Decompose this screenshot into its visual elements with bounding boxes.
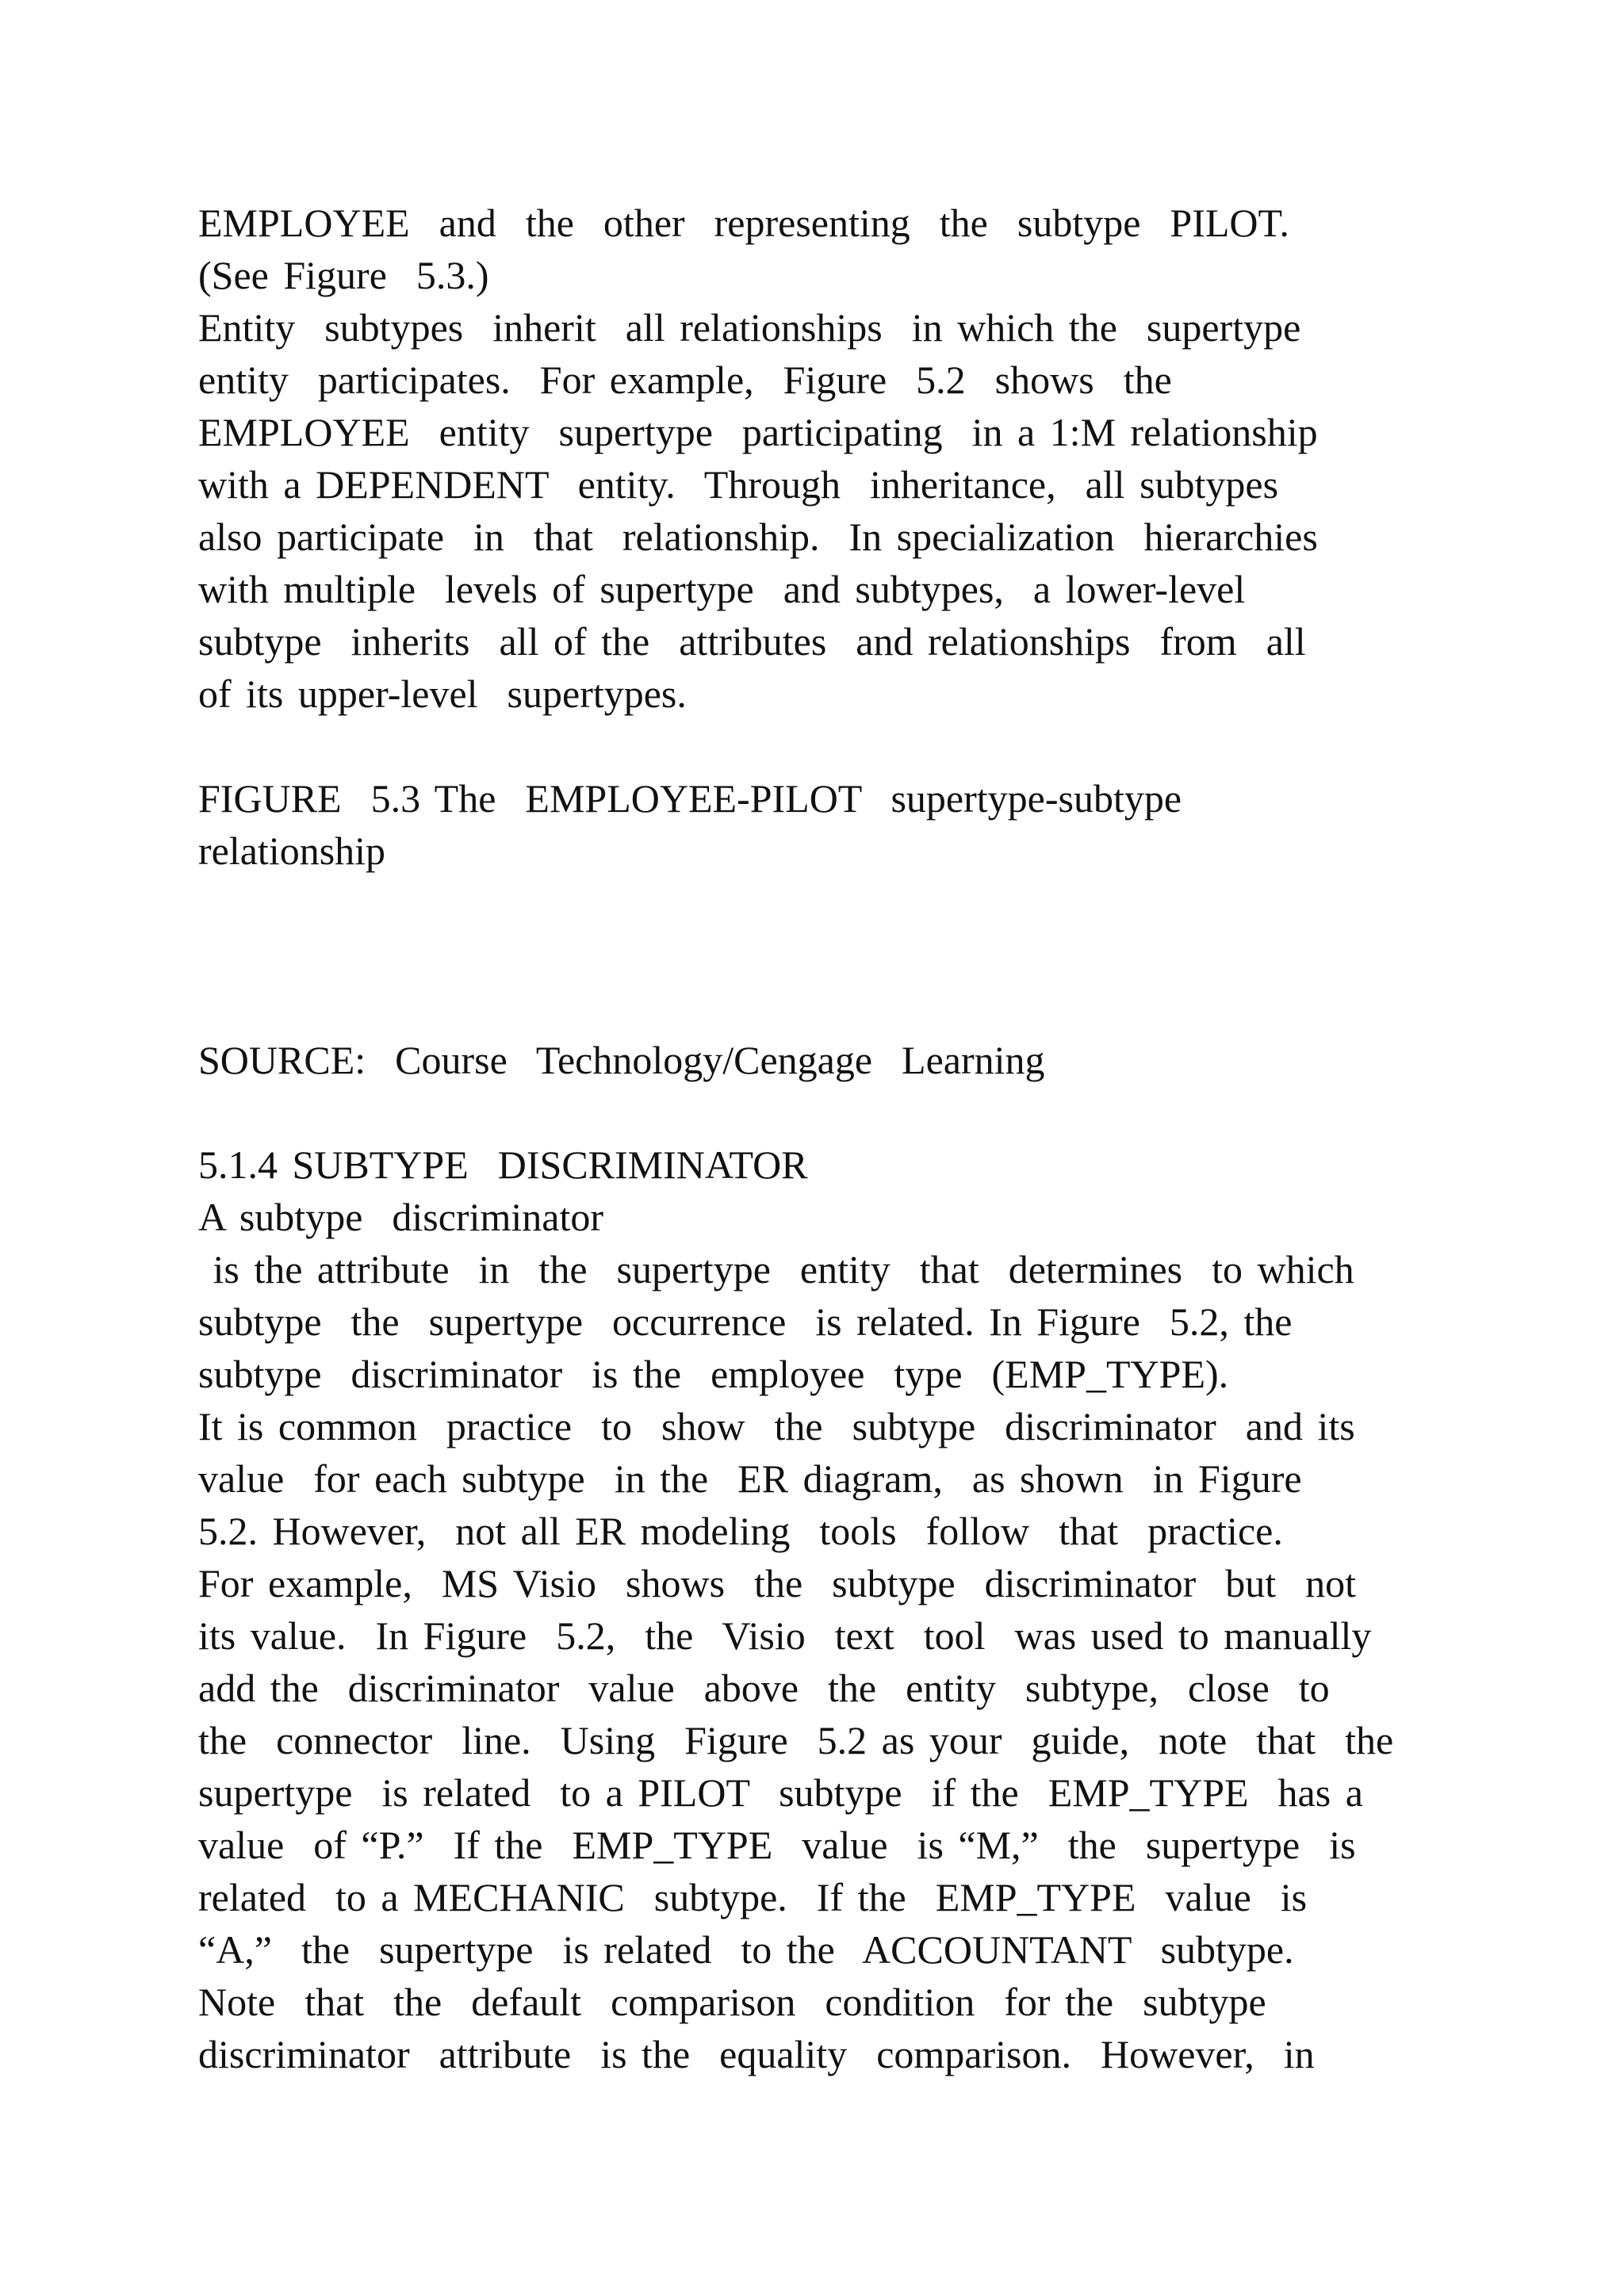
inheritance-line-3: EMPLOYEE entity supertype participating in a 1:M relationship [198, 410, 1318, 454]
inheritance-line-2: entity participates. For example, Figure 5.2 shows the [198, 358, 1172, 402]
practice-line-2: value for each subtype in the ER diagram, as shown in Figure [198, 1456, 1302, 1501]
figure-caption-line-2: relationship [198, 828, 386, 873]
definition-line-1: is the attribute in the supertype entity that determines to which [198, 1247, 1354, 1292]
figure-caption-line-1: FIGURE 5.3 The EMPLOYEE-PILOT supertype-subtype [198, 776, 1182, 821]
definition-line-2: subtype the supertype occurrence is related. In Figure 5.2, the [198, 1299, 1293, 1344]
practice-line-5: its value. In Figure 5.2, the Visio text tool was used to manually [198, 1613, 1372, 1658]
inheritance-line-4: with a DEPENDENT entity. Through inheritance, all subtypes [198, 462, 1279, 507]
practice-line-3: 5.2. However, not all ER modeling tools follow that practice. [198, 1509, 1283, 1553]
definition-line-3: subtype discriminator is the employee type (EMP_TYPE). [198, 1352, 1229, 1396]
practice-line-10: related to a MECHANIC subtype. If the EMP_TYPE value is [198, 1875, 1308, 1919]
practice-line-8: supertype is related to a PILOT subtype if the EMP_TYPE has a [198, 1770, 1363, 1815]
practice-line-13: discriminator attribute is the equality comparison. However, in [198, 2032, 1315, 2076]
intro-line-1: EMPLOYEE and the other representing the subtype PILOT. [198, 201, 1289, 245]
practice-line-1: It is common practice to show the subtype discriminator and its [198, 1404, 1355, 1448]
practice-line-9: value of “P.” If the EMP_TYPE value is “M,” the supertype is [198, 1823, 1356, 1867]
inheritance-line-6: with multiple levels of supertype and subtypes, a lower-level [198, 567, 1246, 611]
practice-line-6: add the discriminator value above the entity subtype, close to [198, 1666, 1330, 1710]
inheritance-line-1: Entity subtypes inherit all relationships in which the supertype [198, 305, 1301, 350]
inheritance-line-7: subtype inherits all of the attributes and relationships from all [198, 619, 1306, 664]
definition-term: A subtype discriminator [198, 1195, 603, 1239]
intro-line-2: (See Figure 5.3.) [198, 253, 489, 297]
practice-line-7: the connector line. Using Figure 5.2 as your guide, note that the [198, 1718, 1394, 1762]
source-line: SOURCE: Course Technology/Cengage Learning [198, 1038, 1045, 1082]
inheritance-line-5: also participate in that relationship. In specialization hierarchies [198, 515, 1318, 559]
practice-line-12: Note that the default comparison condition for the subtype [198, 1980, 1266, 2024]
inheritance-line-8: of its upper-level supertypes. [198, 672, 687, 716]
practice-line-4: For example, MS Visio shows the subtype discriminator but not [198, 1561, 1357, 1605]
section-heading: 5.1.4 SUBTYPE DISCRIMINATOR [198, 1142, 808, 1187]
practice-line-11: “A,” the supertype is related to the ACCOUNTANT subtype. [198, 1927, 1294, 1972]
